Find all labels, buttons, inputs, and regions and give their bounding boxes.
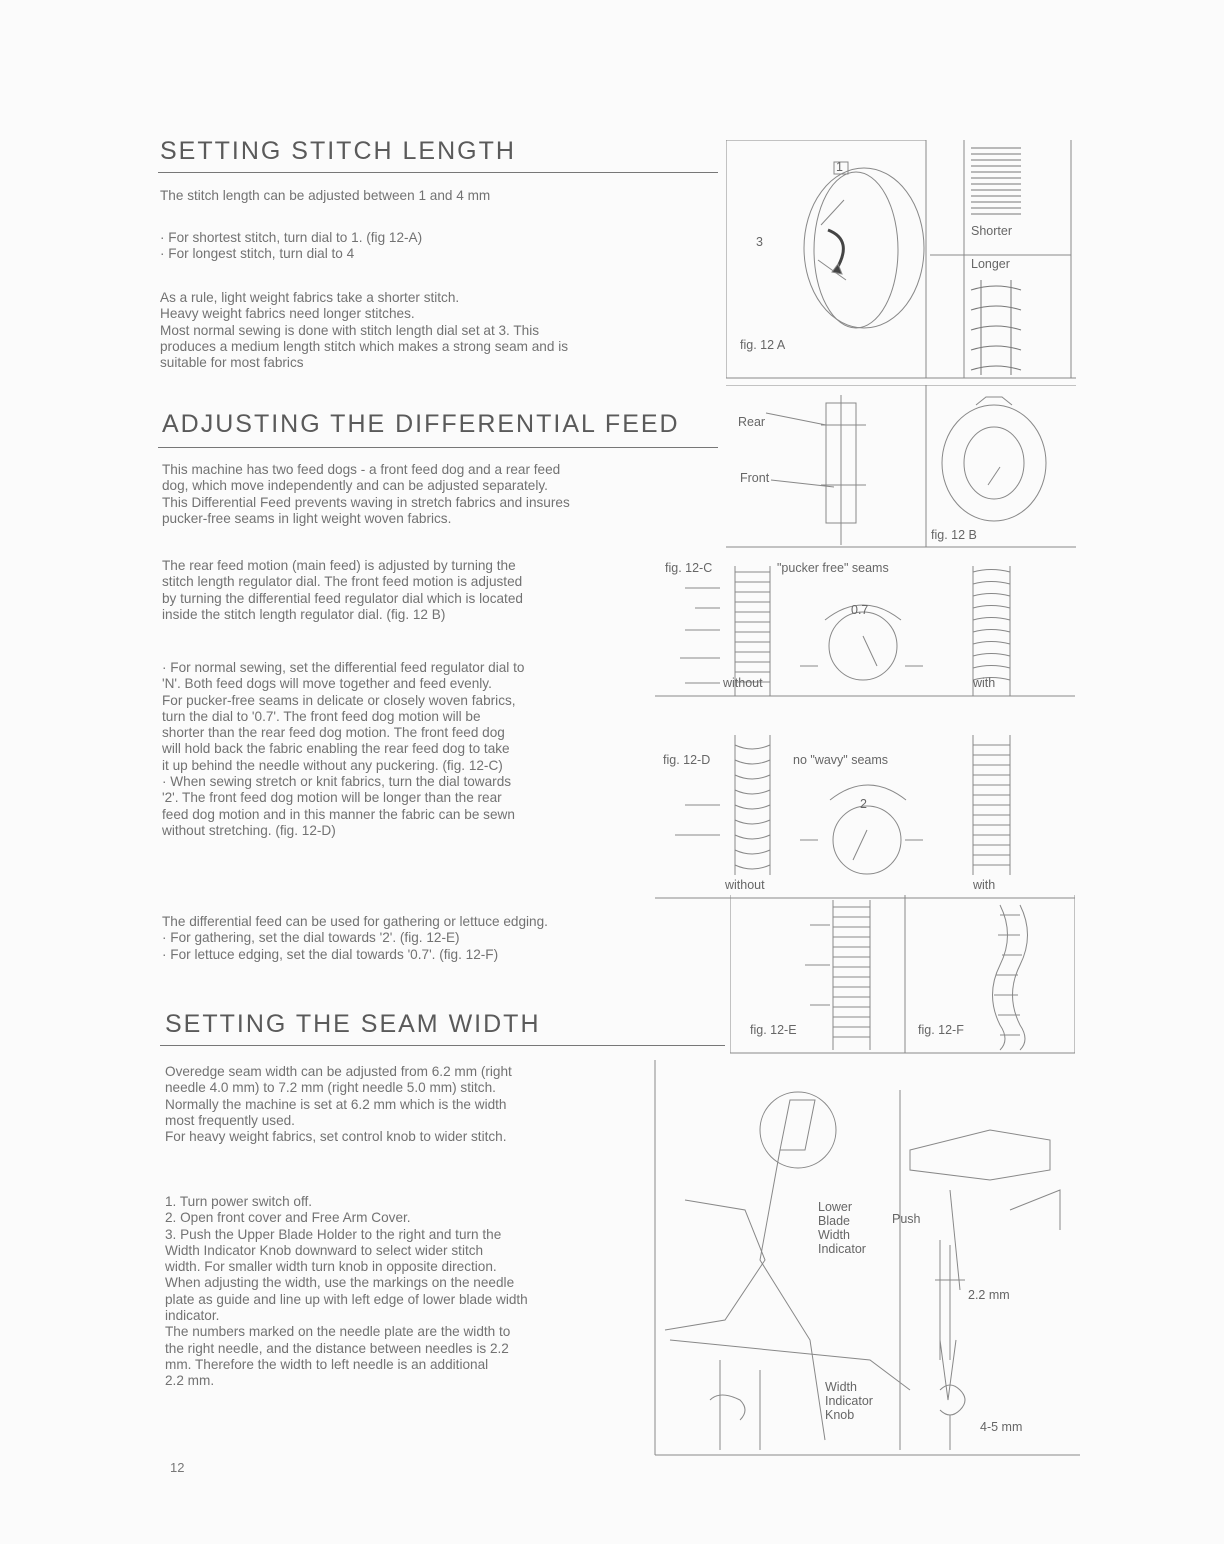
seam-width-heading: SETTING THE SEAM WIDTH (165, 1010, 541, 1038)
fig-12d-caption: fig. 12-D (663, 753, 711, 767)
fig-12d-title: no "wavy" seams (793, 753, 889, 767)
front-label: Front (740, 471, 770, 485)
stitch-length-body: As a rule, light weight fabrics take a shorter stitch. Heavy weight fabrics need longer stitches. Most normal sewing is done with stitch length dial set at 3. This produces a medium length stitch which makes a strong seam and is suitable for most fabrics (160, 290, 569, 371)
longer-label: Longer (971, 257, 1010, 271)
differential-feed-heading: ADJUSTING THE DIFFERENTIAL FEED (162, 410, 680, 438)
width-indicator-knob-label: Width Indicator Knob (825, 1380, 873, 1422)
fig-12d-without: without (725, 878, 765, 892)
dial-mark-3: 3 (756, 235, 763, 249)
dial-mark-1: 1 (836, 160, 843, 174)
lower-blade-width-label: Lower Blade Width Indicator (818, 1200, 866, 1256)
fig-12d-with: with (973, 878, 996, 892)
fig-12d-dial: 2 (860, 797, 867, 811)
fig-12e-12f (730, 895, 1075, 1055)
fig-12c (655, 558, 1075, 698)
fig-12a-caption: fig. 12 A (740, 338, 786, 352)
page-number: 12 (170, 1460, 185, 1475)
fig-12c-with: with (973, 676, 996, 690)
heading-rule (160, 1045, 725, 1046)
heading-rule (158, 172, 718, 173)
seam-width-range-label: 4-5 mm (980, 1420, 1023, 1434)
fig-12c-without: without (723, 676, 763, 690)
fig-12b-caption: fig. 12 B (931, 528, 977, 542)
fig-12f-caption: fig. 12-F (918, 1023, 964, 1037)
fig-seam-width (650, 1060, 1080, 1460)
seam-width-intro: Overedge seam width can be adjusted from 6.2 mm (right needle 4.0 mm) to 7.2 mm (right needle 5.0 mm) stitch. Normally the machine is set at 6.2 mm which is the width most frequently used. For heavy weight fabrics, set control knob to wider stitch. (165, 1064, 512, 1145)
fig-12e-caption: fig. 12-E (750, 1023, 797, 1037)
fig-12c-caption: fig. 12-C (665, 561, 713, 575)
seam-width-steps: 1. Turn power switch off. 2. Open front cover and Free Arm Cover. 3. Push the Upper Blade Holder to the right and turn the Width Indicator Knob downward to select wider stitch width. For smaller width turn knob in opposite direction. When adjusting the width, use the markings on the needle plate as guide and line up with left edge of lower blade width indicator. The numbers marked on the needle plate are the width to the right needle, and the distance between needles is 2.2 mm. Therefore the width to left needle is an additional 2.2 mm. (165, 1194, 528, 1389)
needle-gap-label: 2.2 mm (968, 1288, 1010, 1302)
rear-label: Rear (738, 415, 766, 429)
stitch-length-heading: SETTING STITCH LENGTH (160, 137, 516, 165)
differential-feed-p2: The rear feed motion (main feed) is adjusted by turning the stitch length regulator dial. The front feed motion is adjusted by turning the differential feed regulator dial which is located inside the stitch length regulator dial. (fig. 12 B) (162, 558, 523, 622)
stitch-length-bullets: · For shortest stitch, turn dial to 1. (fig 12-A) · For longest stitch, turn dial to 4 (160, 230, 423, 262)
differential-feed-intro: This machine has two feed dogs - a front feed dog and a rear feed dog, which move independently and can be adjusted separately. This Differential Feed prevents waving in stretch fabrics and insures pucker-free seams in light weight woven fabrics. (162, 462, 570, 526)
fig-12d (655, 705, 1075, 900)
stitch-length-intro: The stitch length can be adjusted between 1 and 4 mm (160, 188, 491, 203)
push-label: Push (892, 1212, 921, 1226)
fig-12b (726, 385, 1076, 550)
fig-12a (726, 140, 1076, 380)
differential-feed-p3: · For normal sewing, set the differential feed regulator dial to 'N'. Both feed dogs will move together and feed evenly. For pucker-free seams in delicate or closely woven fabrics, turn the dial to '0.7'. The front feed dog motion will be shorter than the rear feed dog motion. The front feed dog will hold back the fabric enabling the rear feed dog to take it up behind the needle without any puckering. (fig. 12-C) · When sewing stretch or knit fabrics, turn the dial towards '2'. The front feed dog motion will be longer than the rear feed dog motion and in this manner the fabric can be sewn without stretching. (fig. 12-D) (162, 660, 525, 838)
differential-feed-p4: The differential feed can be used for gathering or lettuce edging. · For gathering, set the dial towards '2'. (fig. 12-E) · For lettuce edging, set the dial towards '0.7'. (fig. 12-F) (162, 914, 548, 962)
heading-rule (158, 447, 718, 448)
shorter-label: Shorter (971, 224, 1012, 238)
fig-12c-title: "pucker free" seams (777, 561, 889, 575)
fig-12c-dial: 0.7 (851, 603, 869, 617)
